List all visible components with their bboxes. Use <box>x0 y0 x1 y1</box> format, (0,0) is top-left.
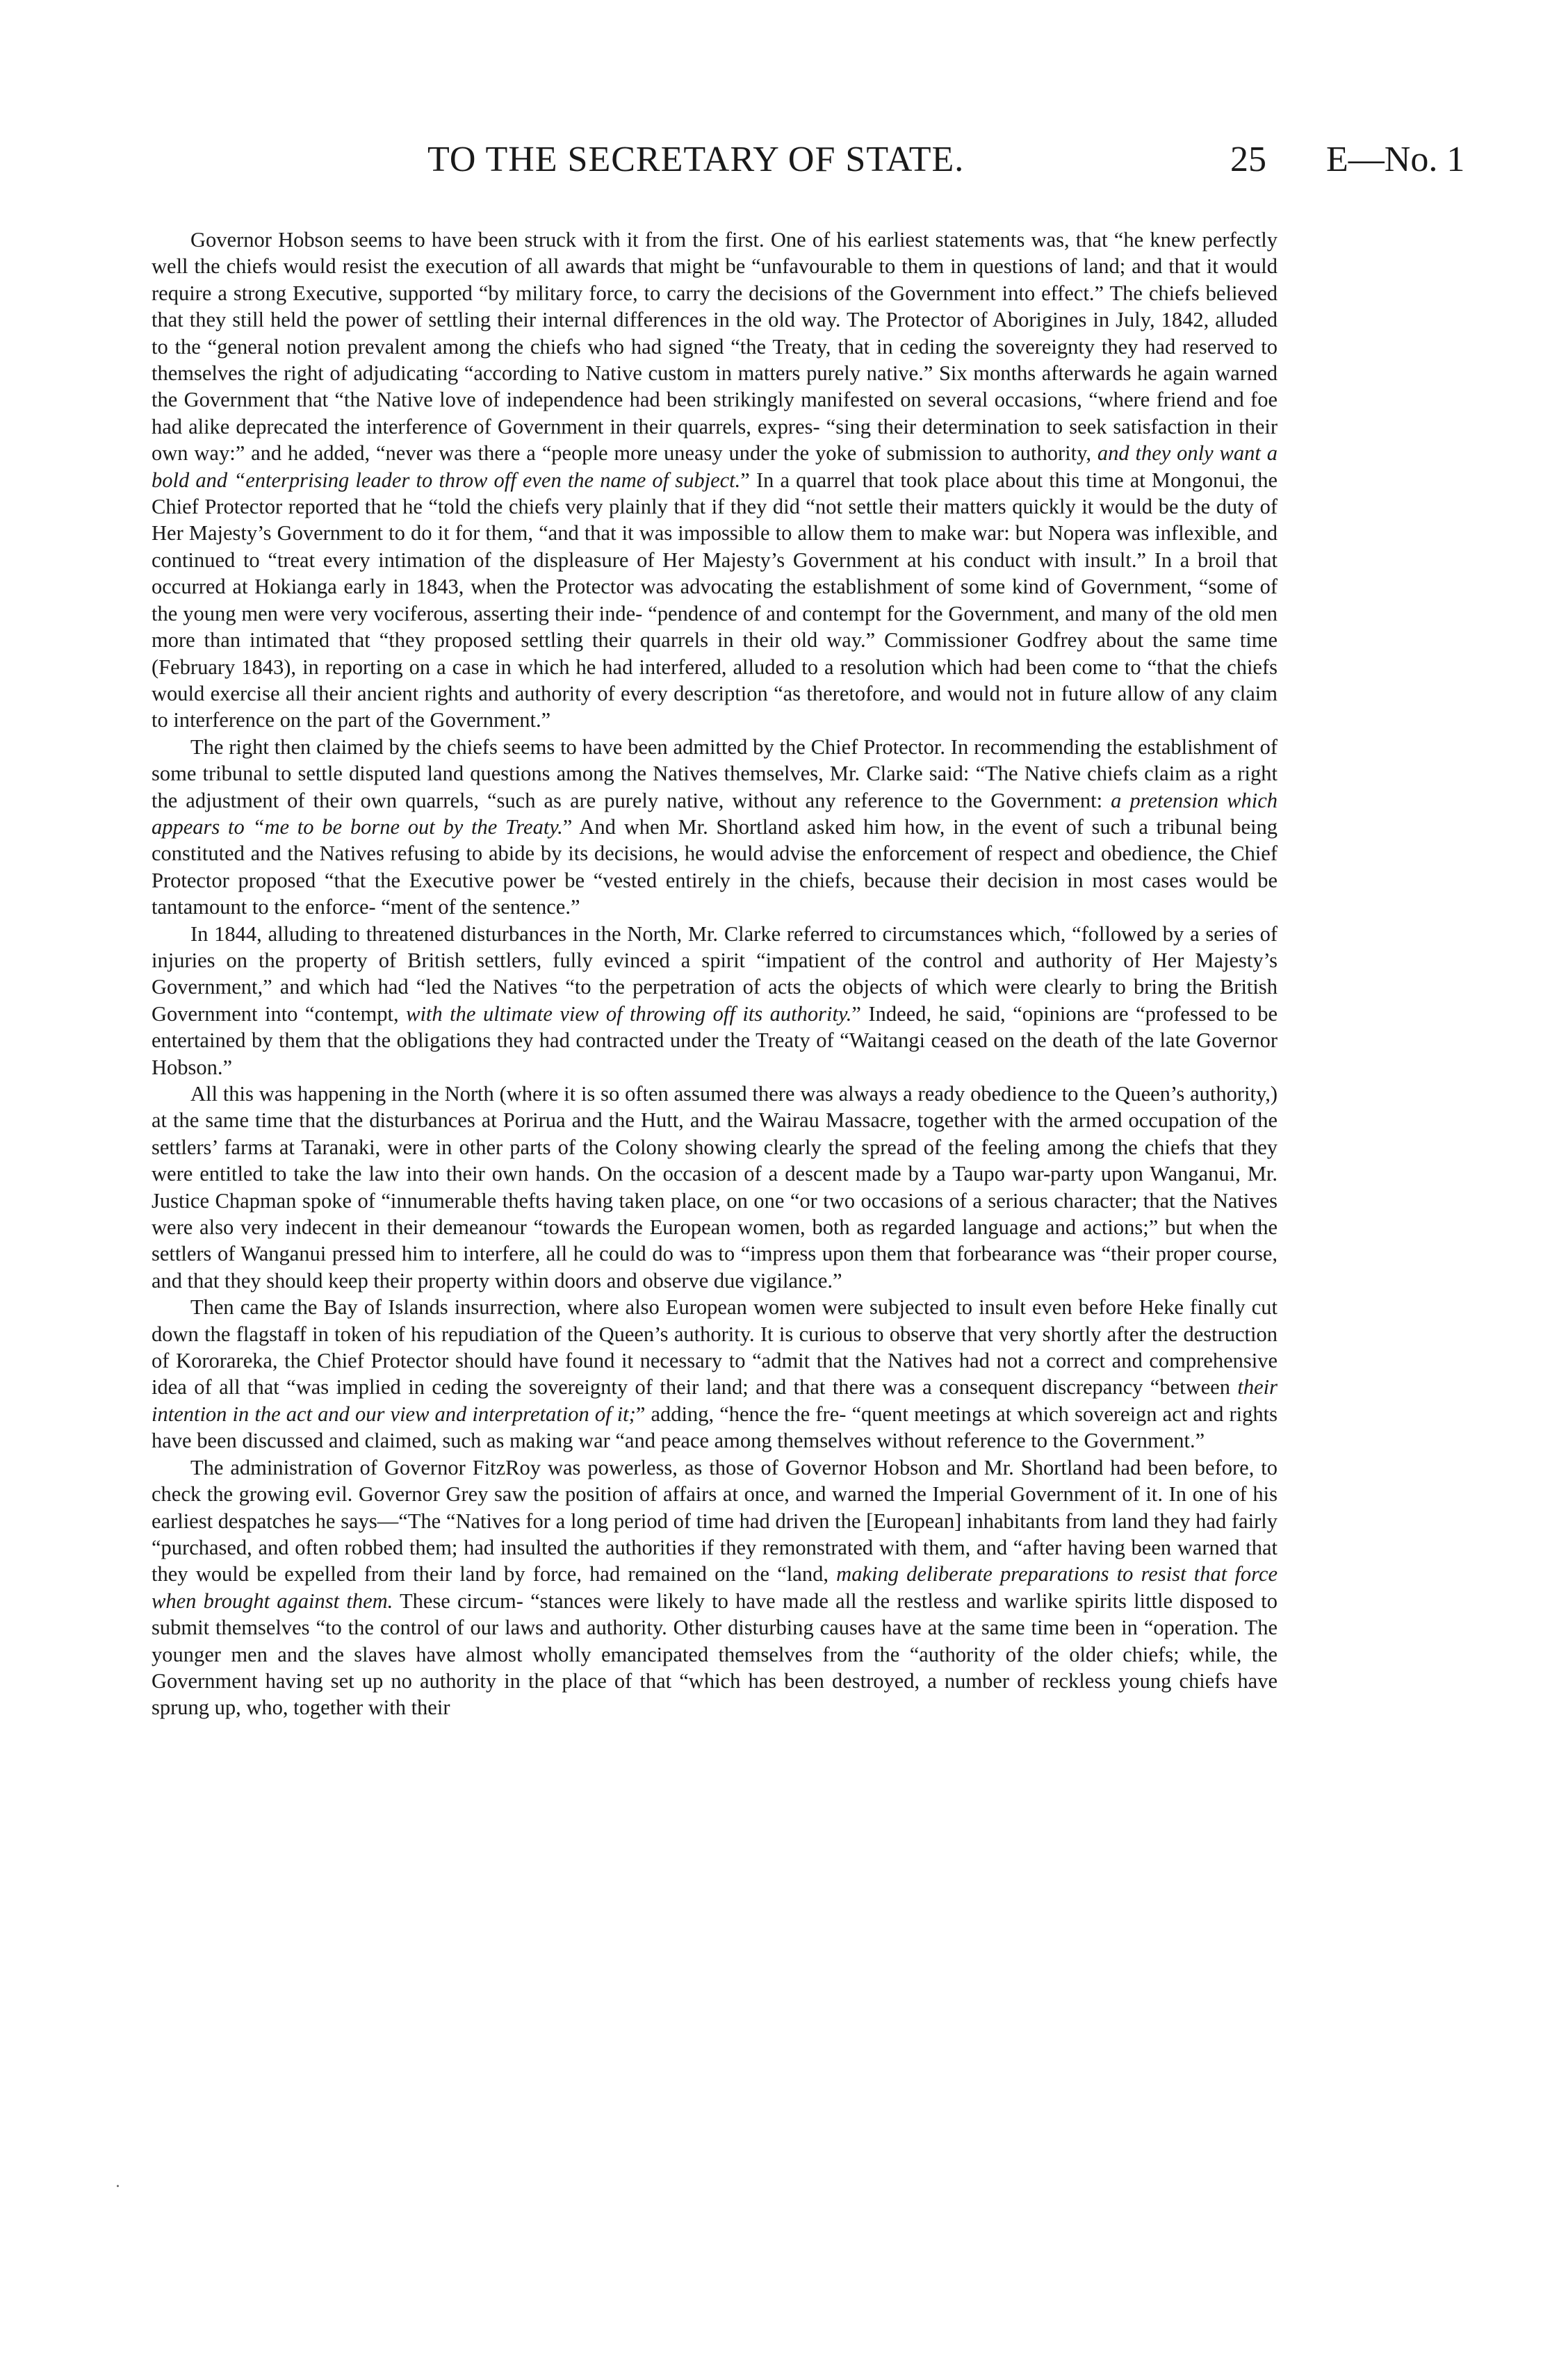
page-number: 25 <box>1230 140 1266 179</box>
running-title: TO THE SECRETARY OF STATE. <box>427 140 965 179</box>
text-run: The right then claimed by the chiefs seems to have been admitted by the Chief Protector. In recommending the establishment of some tribunal to settle disputed land questions among the Natives themselves, Mr. Clarke said: “The Native chiefs claim as a right the adjustment of their own quarrels, “such as are purely native, without any reference to the Government: <box>152 734 1278 812</box>
italic-text: their intention in the act and our view and interpretation of it; <box>152 1375 1278 1426</box>
text-run: In 1844, alluding to threatened disturbances in the North, Mr. Clarke referred to circumstances which, “followed by a series of injuries on the property of British settlers, fully evinced a spirit “impatient of the control and authority of Her Majesty’s Government,” and which had “led the Natives “to the perpetration of acts the objects of which were clearly to bring the British Government into “contempt, <box>152 921 1278 1026</box>
text-run: Governor Hobson seems to have been struck with it from the first. One of his earliest statements was, that “he knew perfectly well the chiefs would resist the execution of all awards that might be “unfavourable to them in questions of land; and that it would require a strong Executive, supported “by military force, to carry the decisions of the Government into effect.” The chiefs believed that they still held the power of settling their internal differences in the old way. The Protector of Aborigines in July, 1842, alluded to the “general notion prevalent among the chiefs who had signed “the Treaty, that in ceding the sovereignty they had reserved to themselves the right of adjudicating “according to Native custom in matters purely native.” Six months afterwards he again warned the Government that “the Native love of independence had been strikingly manifested on several occasions, “where friend and foe had alike deprecated the interference of Government in their quarrels, expres- “sing their determination to seek satisfaction in their own way:” and he added, “never was there a “people more uneasy under the yoke of submission to authority, <box>152 228 1278 466</box>
text-run: ” Indeed, he said, “opinions are “professed to be entertained by them that the obligations they had contracted under the Treaty of “Waitangi ceased on the death of the late Governor Hobson.” <box>152 1001 1278 1079</box>
body-text <box>152 227 1278 1721</box>
text-run: ” adding, “hence the fre- “quent meetings at which sovereign act and rights have been discussed and claimed, such as making war “and peace among themselves without reference to the Government.” <box>152 1402 1278 1453</box>
text-run: These circum- “stances were likely to have made all the restless and warlike spirits little disposed to submit themselves “to the control of our laws and authority. Other disturbing causes have at the same time been in “operation. The younger men and the slaves have almost wholly emancipated themselves from the “authority of the older chiefs; while, the Government having set up no authority in the place of that “which has been destroyed, a number of reckless young chiefs have sprung up, who, together with their <box>152 1589 1278 1720</box>
text-run: ” In a quarrel that took place about this time at Mongonui, the Chief Protector reported that he “told the chiefs very plainly that if they did “not settle their matters quickly it would be the duty of Her Majesty’s Government to do it for them, “and that it was impossible to allow them to make war: but Nopera was inflexible, and continued to “treat every intimation of the displeasure of Her Majesty’s Government at his conduct with insult.” In a broil that occurred at Hokianga early in 1843, when the Protector was advocating the establishment of some kind of Government, “some of the young men were very vociferous, asserting their inde- “pendence of and contempt for the Government, and many of the old men more than intimated that “they proposed settling their quarrels in their old way.” Commissioner Godfrey about the same time (February 1843), in reporting on a case in which he had interfered, alluded to a resolution which had been come to “that the chiefs would exercise all their ancient rights and authority of every description “as theretofore, and would not in future allow of any claim to interference on the part of the Government.” <box>152 468 1278 732</box>
italic-text: a pretension which appears to “me to be borne out by the Treaty. <box>152 788 1278 839</box>
italic-text: making deliberate preparations to resist that force when brought against them. <box>152 1562 1278 1613</box>
italic-text: and they only want a bold and “enterprising leader to throw off even the name of subject. <box>152 441 1278 492</box>
document-reference: E—No. 1 <box>1326 140 1465 179</box>
text-run: The administration of Governor FitzRoy was powerless, as those of Governor Hobson and Mr. Shortland had been before, to check the growing evil. Governor Grey saw the position of affairs at once, and warned the Imperial Government of it. In one of his earliest despatches he says—“The “Natives for a long period of time had driven the [European] inhabitants from land they had fairly “purchased, and often robbed them; had insulted the authorities if they remonstrated with them, and “after having been warned that they would be expelled from their land by force, had remained on the “land, <box>152 1455 1278 1586</box>
text-run: All this was happening in the North (where it is so often assumed there was always a ready obedience to the Queen’s authority,) at the same time that the disturbances at Porirua and the Hutt, and the Wairau Massacre, together with the armed occupation of the settlers’ farms at Taranaki, were in other parts of the Colony showing clearly the spread of the feeling among the chiefs that they were entitled to take the law into their own hands. On the occasion of a descent made by a Taupo war-party upon Wanganui, Mr. Justice Chapman spoke of “innumerable thefts having taken place, on one “or two occasions of a serious character; that the Natives were also very indecent in their demeanour “towards the European women, both as regarded language and actions;” but when the settlers of Wanganui pressed him to interfere, all he could do was to “impress upon them that forbearance was “their proper course, and that they should keep their property within doors and observe due vigilance.” <box>152 1082 1278 1292</box>
text-run: ” And when Mr. Shortland asked him how, in the event of such a tribunal being constituted and the Natives refusing to abide by its decisions, he would advise the enforcement of respect and obedience, the Chief Protector proposed “that the Executive power be “vested entirely in the chiefs, because their decision in most cases would be tantamount to the enforce- “ment of the sentence.” <box>152 814 1278 919</box>
paragraph <box>152 1454 1278 1721</box>
italic-text: with the ultimate view of throwing off its authority. <box>406 1001 852 1026</box>
paragraph <box>152 227 1278 734</box>
paragraph <box>152 1294 1278 1454</box>
text-run: Then came the Bay of Islands insurrection, where also European women were subjected to insult even before Heke finally cut down the flagstaff in token of his repudiation of the Queen’s authority. It is curious to observe that very shortly after the destruction of Kororareka, the Chief Protector should have found it necessary to “admit that the Natives had not a correct and comprehensive idea of all that “was implied in ceding the sovereignty of their land; and that there was a consequent discrepancy “between <box>152 1295 1278 1400</box>
paragraph <box>152 921 1278 1081</box>
margin-mark: . <box>115 2174 120 2191</box>
paragraph <box>152 734 1278 921</box>
paragraph <box>152 1081 1278 1294</box>
page-header <box>0 139 1559 202</box>
